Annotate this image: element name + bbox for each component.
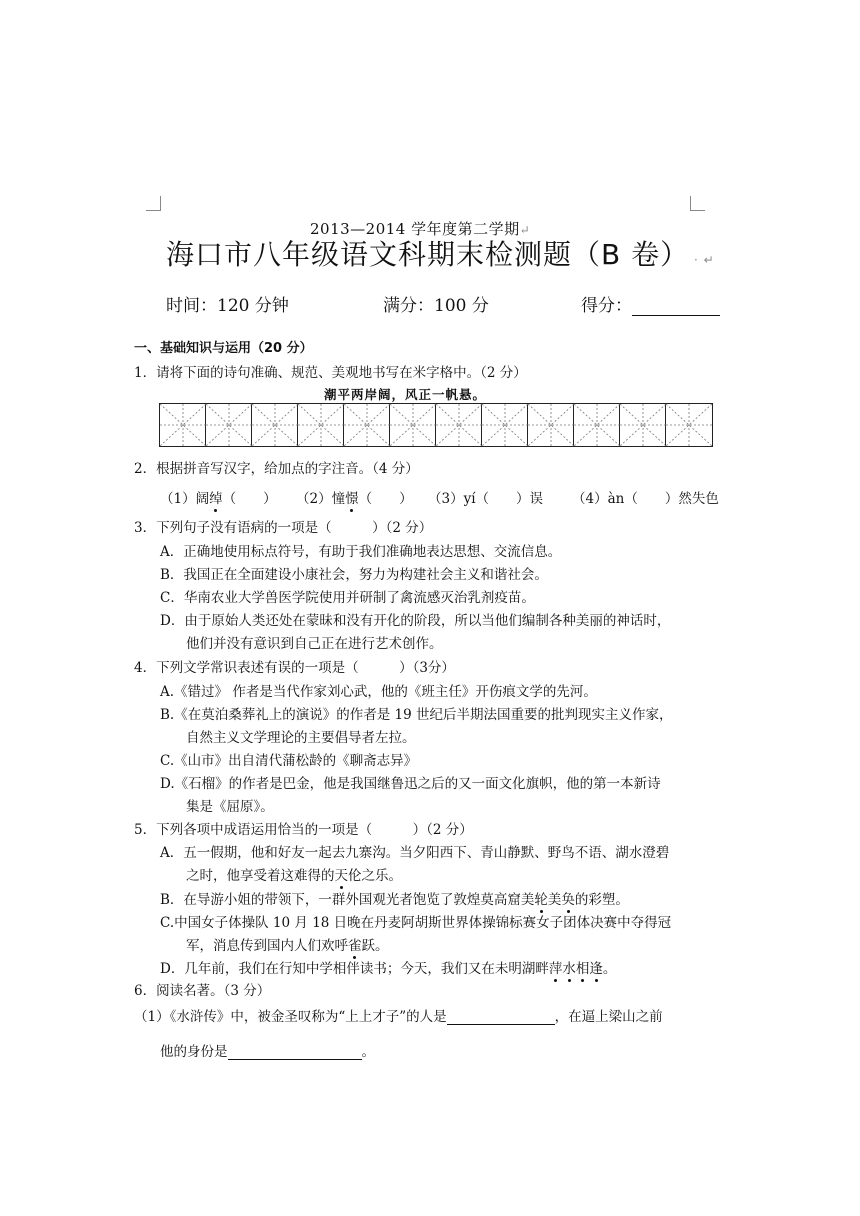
exam-title: 海口市八年级语文科期末检测题（B 卷） · ↵ [166, 238, 715, 271]
section-heading: 一、基础知识与运用（20 分） [134, 341, 313, 356]
score-info: 得分： [581, 291, 720, 316]
q5-option-a: A．五一假期，他和好友一起去九寨沟。当夕阳西下、青山静默、野鸟不语、湖水澄碧 [160, 845, 670, 861]
question-5-stem: 5．下列各项中成语运用恰当的一项是（ ）（2 分） [134, 822, 473, 838]
time-info: 时间：120 分钟 [166, 296, 289, 316]
q3-option-a: A．正确地使用标点符号，有助于我们准确地表达思想、交流信息。 [160, 544, 562, 560]
q2-item-4: （4）àn（ ）然失色 [572, 491, 719, 507]
answer-blank[interactable] [228, 1045, 362, 1060]
answer-blank[interactable] [447, 1010, 555, 1025]
q5-option-b: B．在导游小姐的带领下，一群外国观光者饱览了敦煌莫高窟美轮美奂的彩塑。 [160, 888, 629, 908]
q2-item-1: （1）阔绰（ ） [160, 487, 277, 507]
q6-line-2: 他的身份是 。 [160, 1044, 375, 1060]
mizige-cell[interactable] [390, 404, 436, 446]
q3-option-d: D．由于原始人类还处在蒙昧和没有开化的阶段，所以当他们编制各种美丽的神话时， [160, 613, 671, 629]
q2-item-2: （2）憧憬（ ） [296, 487, 413, 507]
page-corner-mark-left [146, 196, 161, 211]
mizige-cell[interactable] [436, 404, 482, 446]
question-3-stem: 3．下列句子没有语病的一项是（ ）（2 分） [134, 520, 433, 536]
mizige-cell[interactable] [160, 404, 206, 446]
emphasis-char: 轮 [534, 888, 548, 908]
full-score-info: 满分：100 分 [383, 296, 489, 316]
emphasis-char: 萍 [549, 957, 563, 977]
mizige-grid [159, 403, 713, 447]
mizige-cell[interactable] [252, 404, 298, 446]
question-2-stem: 2．根据拼音写汉字，给加点的字注音。（4 分） [134, 461, 419, 477]
emphasis-char: 憬 [345, 487, 359, 507]
mizige-cell[interactable] [344, 404, 390, 446]
emphasis-char: 逢 [589, 957, 603, 977]
q2-item-3: （3）yí（ ）误 [428, 491, 544, 507]
q5-option-c-cont: 军，消息传到国内人们欢呼雀跃。 [186, 934, 389, 954]
mizige-cell[interactable] [206, 404, 252, 446]
emphasis-char: 雀 [348, 934, 362, 954]
emphasis-char: 绰 [209, 487, 223, 507]
mizige-cell[interactable] [528, 404, 574, 446]
question-1-stem: 1．请将下面的诗句准确、规范、美观地书写在米字格中。（2 分） [134, 365, 527, 381]
q4-option-b: B.《在莫泊桑葬礼上的演说》的作者是 19 世纪后半期法国重要的批判现实主义作家， [160, 707, 673, 723]
q5-option-d: D．几年前，我们在行知中学相伴读书；今天，我们又在未明湖畔萍水相逢。 [160, 957, 616, 977]
poem-line: 潮平两岸阔，风正一帆悬。 [324, 387, 487, 402]
q3-option-c: C．华南农业大学兽医学院使用并研制了禽流感灭治乳剂疫苗。 [160, 590, 535, 606]
q4-option-d-cont: 集是《屈原》。 [186, 799, 274, 815]
emphasis-char: 奂 [561, 888, 575, 908]
emphasis-char: 天 [335, 864, 349, 884]
question-6-stem: 6．阅读名著。（3 分） [134, 983, 271, 999]
q5-option-c: C.中国女子体操队 10 月 18 日晚在丹麦阿胡斯世界体操锦标赛女子团体决赛中夺得冠 [160, 915, 672, 931]
score-blank[interactable] [632, 299, 720, 316]
emphasis-char: 水 [562, 957, 576, 977]
q6-line-1: （1）《水浒传》中，被金圣叹称为“上上才子”的人是 ，在逼上梁山之前 [134, 1009, 663, 1025]
question-4-stem: 4．下列文学常识表述有误的一项是（ ）（3分） [134, 660, 455, 676]
q3-option-b: B．我国正在全面建设小康社会，努力为构建社会主义和谐社会。 [160, 567, 548, 583]
school-year-heading: 2013—2014 学年度第二学期↵ [310, 220, 531, 238]
page-corner-mark-right [690, 196, 705, 211]
emphasis-char: 相 [576, 957, 590, 977]
mizige-cell[interactable] [482, 404, 528, 446]
q5-option-a-cont: 之时，他享受着这难得的天伦之乐。 [186, 864, 402, 884]
q4-option-d: D.《石榴》的作者是巴金，他是我国继鲁迅之后的又一面文化旗帜，他的第一本新诗 [160, 776, 661, 792]
mizige-cell[interactable] [620, 404, 666, 446]
q3-option-d-cont: 他们并没有意识到自己正在进行艺术创作。 [186, 636, 443, 652]
q4-option-b-cont: 自然主义文学理论的主要倡导者左拉。 [186, 730, 416, 746]
q4-option-a: A.《错过》 作者是当代作家刘心武，他的《班主任》开伤痕文学的先河。 [160, 684, 597, 700]
q4-option-c: C.《山市》出自清代蒲松龄的《聊斋志异》 [160, 753, 418, 769]
mizige-cell[interactable] [298, 404, 344, 446]
mizige-cell[interactable] [666, 404, 712, 446]
mizige-cell[interactable] [574, 404, 620, 446]
